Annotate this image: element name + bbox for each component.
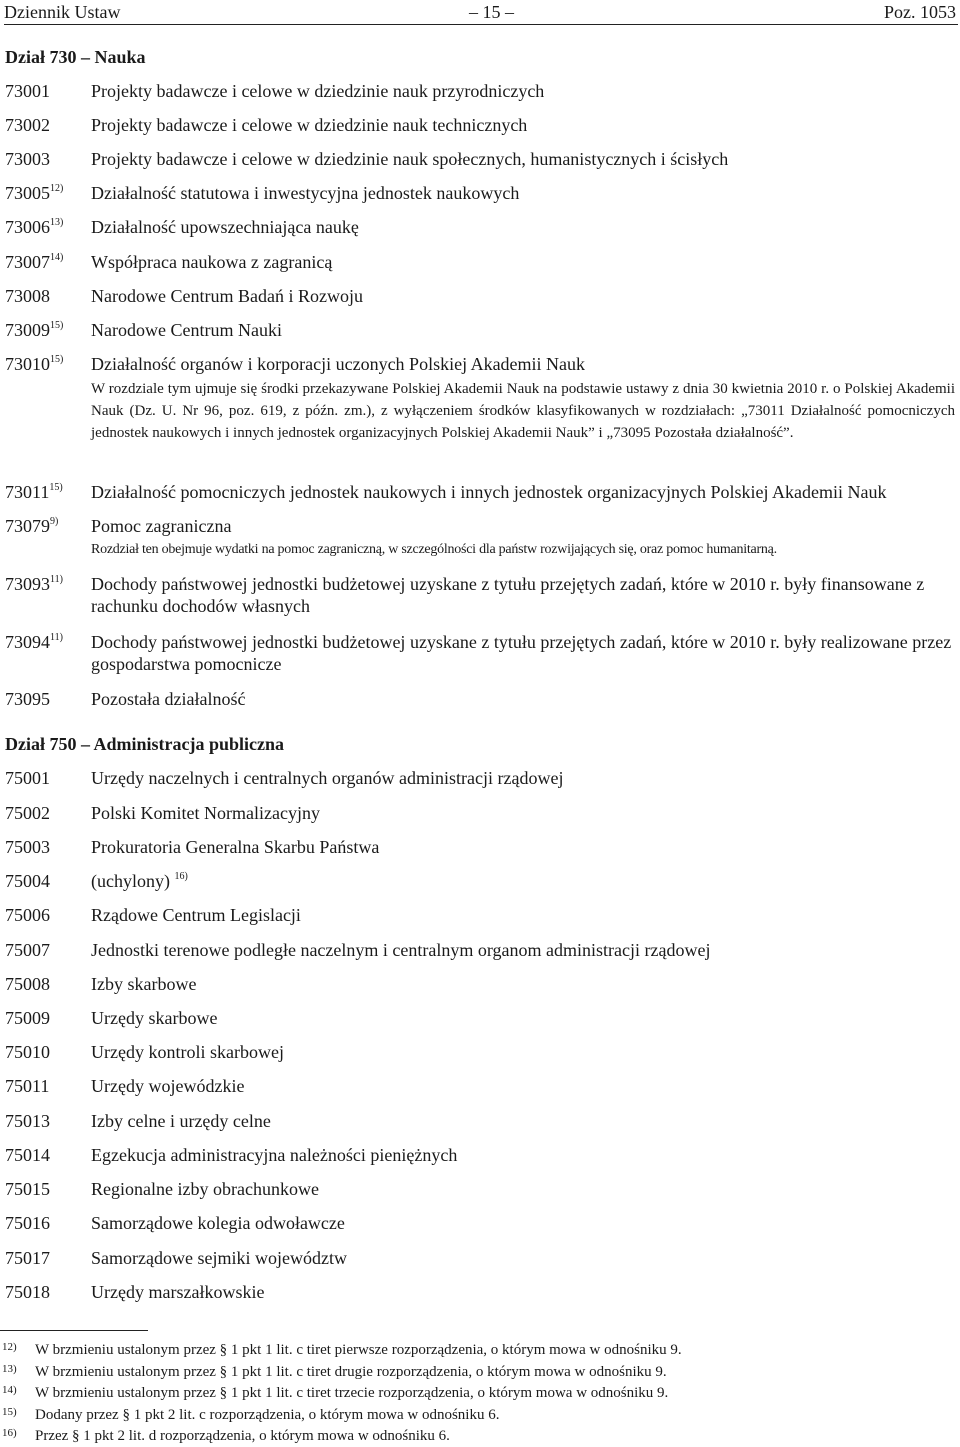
position-number: Poz. 1053 [884,2,956,22]
chapter-code: 75001 [5,768,50,788]
chapter-code: 73007$^{14)}$ [5,252,64,272]
footnote-text: W brzmieniu ustalonym przez § 1 pkt 1 lit. c tiret trzecie rozporządzenia, o którym mowa w odnośniku 9. [35,1385,669,1401]
footnote-mark: 12) [2,1341,17,1353]
chapter-name: Działalność organów i korporacji uczonych Polskiej Akademii Nauk [91,354,586,374]
chapter-code: 73008 [5,286,50,306]
chapter-name: Polski Komitet Normalizacyjny [91,803,320,823]
chapter-code: 75009 [5,1008,50,1028]
chapter-name: Urzędy marszałkowskie [91,1282,265,1302]
chapter-name: Rządowe Centrum Legislacji [91,905,301,925]
chapter-note: Rozdział ten obejmuje wydatki na pomoc zagraniczną, w szczególności dla państw rozwijających się, oraz pomoc humanitarną. [91,542,777,557]
chapter-code: 75011 [5,1076,50,1096]
page-number: – 15 – [469,2,514,22]
chapter-code: 75018 [5,1282,50,1302]
chapter-code: 73093$^{11)}$ [5,574,63,594]
page-header [4,0,958,25]
section-title-730: Dział 730 – Nauka [5,47,146,67]
chapter-name: Narodowe Centrum Nauki [91,320,282,340]
chapter-code: 73006$^{13)}$ [5,217,64,237]
chapter-code: 73005$^{12)}$ [5,183,64,203]
chapter-code: 75007 [5,940,50,960]
chapter-name: Samorządowe sejmiki województw [91,1248,347,1268]
chapter-name: Urzędy kontroli skarbowej [91,1042,284,1062]
chapter-code: 73011$^{15)}$ [5,482,63,502]
chapter-code: 75013 [5,1111,50,1131]
chapter-name: Działalność upowszechniająca naukę [91,217,359,237]
chapter-code: 73010$^{15)}$ [5,354,64,374]
journal-name: Dziennik Ustaw [4,2,121,22]
chapter-code: 75004 [5,871,50,891]
chapter-name: Pozostała działalność [91,689,246,709]
chapter-code: 75002 [5,803,50,823]
chapter-name: Izby celne i urzędy celne [91,1111,271,1131]
chapter-name: Samorządowe kolegia odwoławcze [91,1213,345,1233]
chapter-name: Pomoc zagraniczna [91,516,232,536]
chapter-name: Prokuratoria Generalna Skarbu Państwa [91,837,380,857]
chapter-name: Narodowe Centrum Badań i Rozwoju [91,286,363,306]
chapter-name: Działalność statutowa i inwestycyjna jednostek naukowych [91,183,520,203]
chapter-name: Jednostki terenowe podległe naczelnym i centralnym organom administracji rządowej [91,940,711,960]
chapter-name: Projekty badawcze i celowe w dziedzinie nauk przyrodniczych [91,81,545,101]
chapter-name: Urzędy wojewódzkie [91,1076,245,1096]
footnote-text: W brzmieniu ustalonym przez § 1 pkt 1 lit. c tiret pierwsze rozporządzenia, o którym mowa w odnośniku 9. [35,1342,682,1358]
chapter-name: Egzekucja administracyjna należności pieniężnych [91,1145,458,1165]
footnote-divider [0,1330,148,1331]
chapter-name: Urzędy naczelnych i centralnych organów administracji rządowej [91,768,564,788]
chapter-code: 73094$^{11)}$ [5,632,63,652]
chapter-name: Izby skarbowe [91,974,197,994]
footnote-mark: 13) [2,1363,17,1375]
footnote-text: W brzmieniu ustalonym przez § 1 pkt 1 lit. c tiret drugie rozporządzenia, o którym mowa w odnośniku 9. [35,1364,667,1380]
chapter-code: 75006 [5,905,50,925]
chapter-code: 73095 [5,689,50,709]
chapter-code: 75014 [5,1145,50,1165]
chapter-code: 75010 [5,1042,50,1062]
chapter-code: 75015 [5,1179,50,1199]
chapter-name: (uchylony) $^{16)}$ [91,871,188,891]
chapter-name: Współpraca naukowa z zagranicą [91,252,333,272]
chapter-code: 73001 [5,81,50,101]
chapter-name: Projekty badawcze i celowe w dziedzinie nauk technicznych [91,115,528,135]
footnote-text: Dodany przez § 1 pkt 2 lit. c rozporządzenia, o którym mowa w odnośniku 6. [35,1407,500,1423]
chapter-code: 75016 [5,1213,50,1233]
chapter-name: Dochody państwowej jednostki budżetowej uzyskane z tytułu przejętych zadań, które w 2010 r. były realizowane przez gospodarstwa pomocnicze [91,632,952,674]
chapter-code: 75003 [5,837,50,857]
chapter-note: W rozdziale tym ujmuje się środki przekazywane Polskiej Akademii Nauk na podstawie ustawy z dnia 30 kwietnia 2010 r. o Polskiej Akademii Nauk (Dz. U. Nr 96, poz. 619, z późn. zm.), z wyłączeniem środków klasyfikowanych w rozdziałach: „73011 Działalność pomocniczych jednostek naukowych i innych jednostek organizacyjnych Polskiej Akademii Nauk” i „73095 Pozostała działalność”. [91,381,955,441]
chapter-name: Regionalne izby obrachunkowe [91,1179,319,1199]
chapter-name: Projekty badawcze i celowe w dziedzinie nauk społecznych, humanistycznych i ścisłych [91,149,729,169]
chapter-name: Działalność pomocniczych jednostek naukowych i innych jednostek organizacyjnych Polskiej Akademii Nauk [91,482,887,502]
section-title-750: Dział 750 – Administracja publiczna [5,734,285,754]
chapter-code: 73079$^{9)}$ [5,516,59,536]
chapter-name: Dochody państwowej jednostki budżetowej uzyskane z tytułu przejętych zadań, które w 2010 r. były finansowane z rachunku dochodów własnych [91,574,925,616]
footnote-mark: 14) [2,1384,17,1396]
chapter-code: 75017 [5,1248,50,1268]
chapter-name: Urzędy skarbowe [91,1008,218,1028]
footnote-mark: 16) [2,1427,17,1439]
footnote-text: Przez § 1 pkt 2 lit. d rozporządzenia, o którym mowa w odnośniku 6. [35,1428,450,1444]
chapter-code: 75008 [5,974,50,994]
chapter-code: 73009$^{15)}$ [5,320,64,340]
footnote-mark: 15) [2,1406,17,1418]
chapter-code: 73003 [5,149,50,169]
chapter-code: 73002 [5,115,50,135]
